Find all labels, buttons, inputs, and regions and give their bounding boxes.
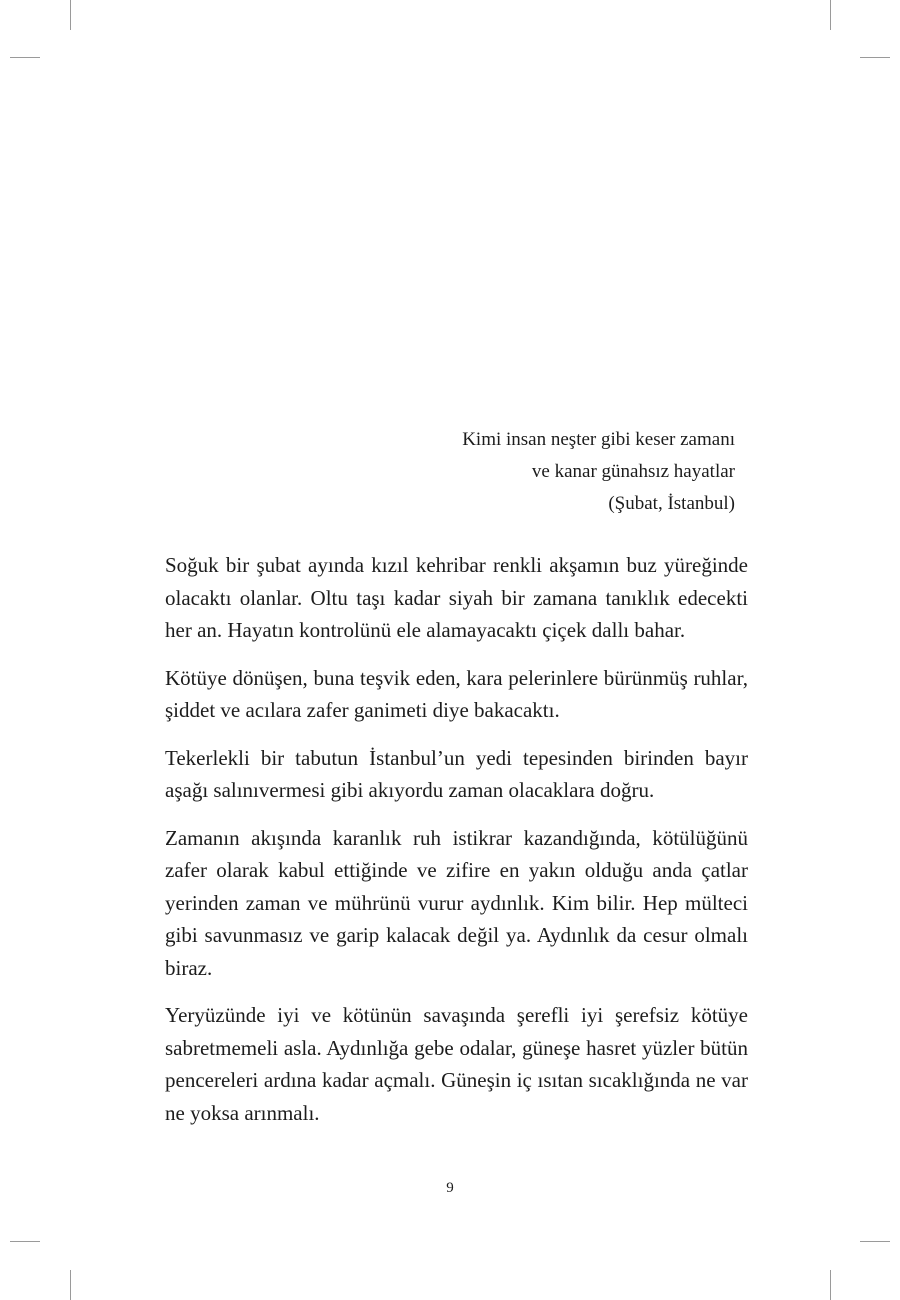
- paragraph: Kötüye dönüşen, buna teşvik eden, kara pelerinlere bürünmüş ruhlar, şiddet ve acılara zafer ganimeti diye bakacaktı.: [165, 665, 748, 722]
- paragraph: Tekerlekli bir tabutun İstanbul’un yedi tepesinden birinden bayır aşağı salınıvermesi gibi akıyordu zaman olacaklara doğru.: [165, 745, 748, 802]
- paragraph: Soğuk bir şubat ayında kızıl kehribar renkli akşamın buz yüreğinde olacaktı olanlar. Oltu taşı kadar siyah bir zamana tanıklık edecekti her an. Hayatın kontrolünü ele alamayacaktı çiçek dallı bahar.: [165, 553, 748, 642]
- paragraph: Yeryüzünde iyi ve kötünün savaşında şerefli iyi şerefsiz kötüye sabretmemeli asla. Aydınlığa gebe odalar, güneşe hasret yüzler bütün pencereleri ardına kadar açmalı. Güneşin iç ısıtan sıcaklığında ne var ne yoksa arınmalı.: [165, 1003, 748, 1125]
- crop-mark-bottom-right: [830, 1270, 831, 1300]
- crop-mark-bottom-left: [70, 1270, 71, 1300]
- epigraph-source: (Şubat, İstanbul): [608, 493, 735, 514]
- crop-mark-top-left: [70, 0, 71, 30]
- crop-mark-right-top: [860, 57, 890, 58]
- epigraph-line: ve kanar günahsız hayatlar: [531, 461, 735, 482]
- page-number: 9: [446, 1180, 454, 1196]
- epigraph: [235, 424, 735, 520]
- crop-mark-left-top: [10, 57, 40, 58]
- paragraph: Zamanın akışında karanlık ruh istikrar kazandığında, kötülüğünü zafer olarak kabul ettiğinde ve zifire en yakın olduğu anda çatlar yerinden zaman ve mührünü vurur aydınlık. Kim bilir. Hep mülteci gibi savunmasız ve garip kalacak değil ya. Aydınlık da cesur olmalı biraz.: [165, 825, 748, 980]
- body-text: [165, 549, 748, 1144]
- crop-mark-left-bottom: [10, 1241, 40, 1242]
- epigraph-line: Kimi insan neşter gibi keser zamanı: [462, 429, 735, 450]
- crop-mark-right-bottom: [860, 1241, 890, 1242]
- crop-mark-top-right: [830, 0, 831, 30]
